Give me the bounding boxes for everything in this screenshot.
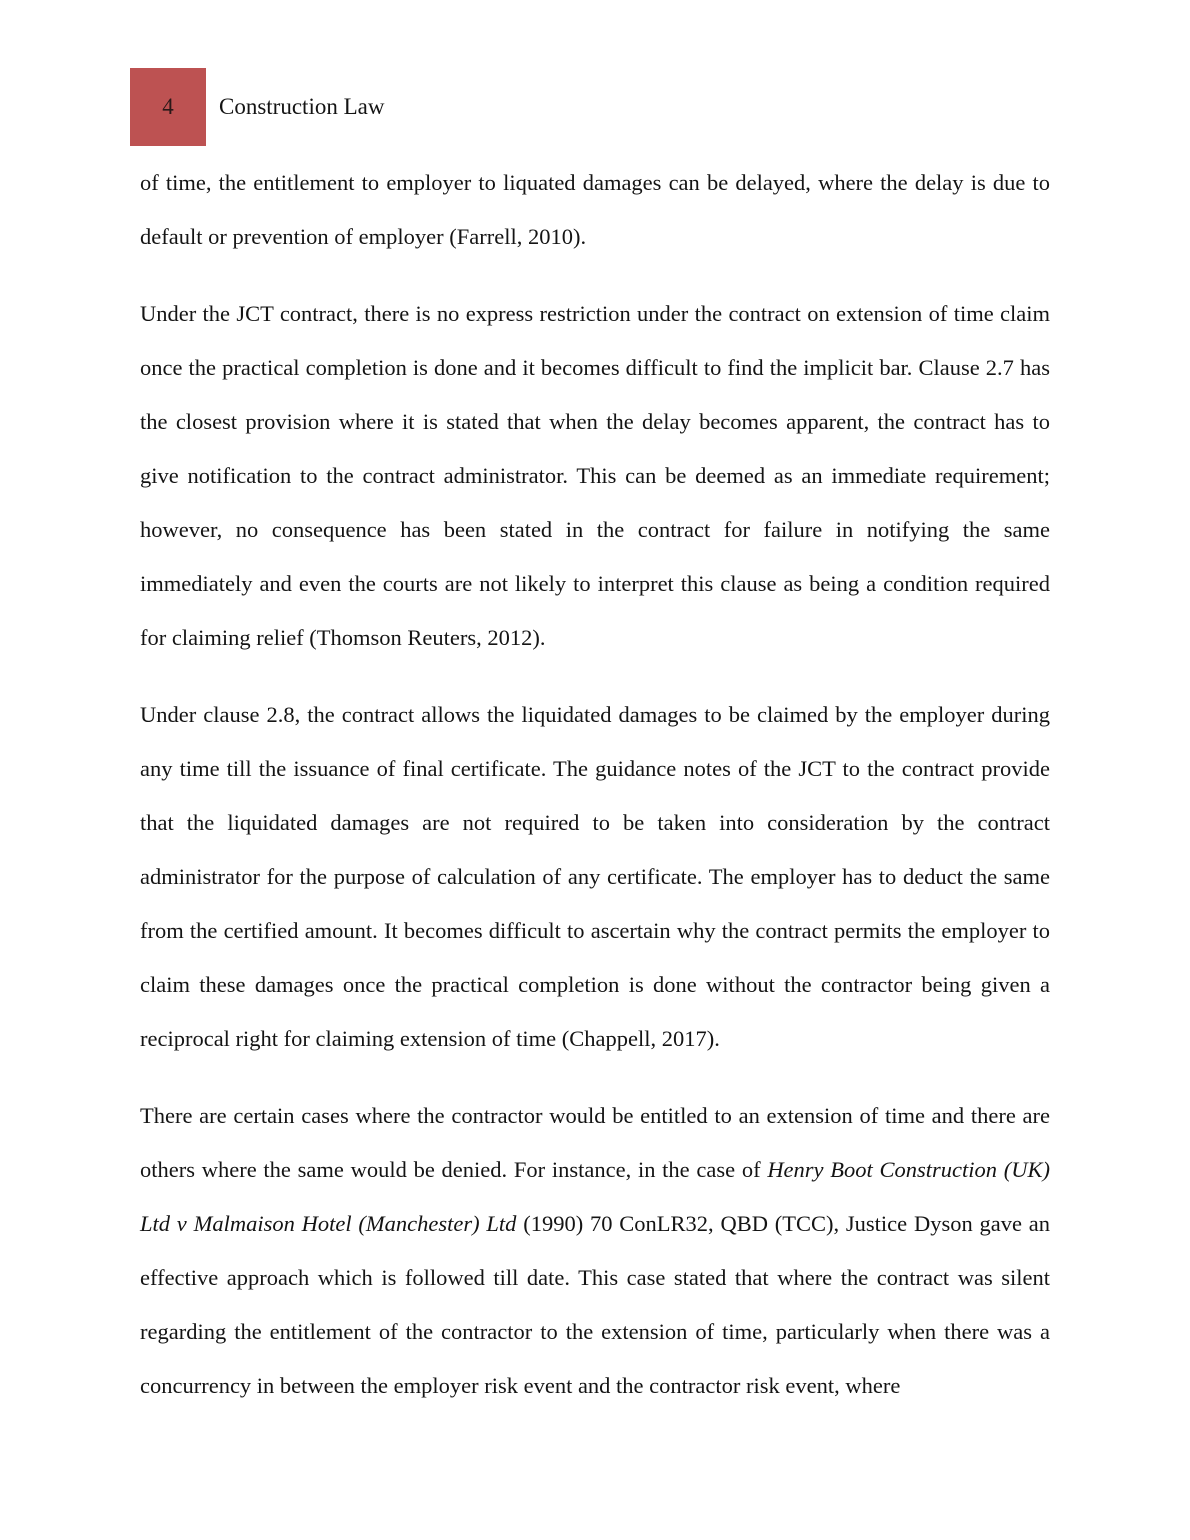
page-number: 4 <box>162 94 174 119</box>
header-title: Construction Law <box>219 94 385 119</box>
paragraph-4 <box>140 1089 1050 1413</box>
paragraph-2: Under the JCT contract, there is no express restriction under the contract on extension of time claim once the practical completion is done and it becomes difficult to find the implicit bar. Clause 2.7 has the closest provision where it is stated that when the delay becomes apparent, the contract has to give notification to the contract administrator. This can be deemed as an immediate requirement; however, no consequence has been stated in the contract for failure in notifying the same immediately and even the courts are not likely to interpret this clause as being a condition required for claiming relief (Thomson Reuters, 2012). <box>140 301 1050 650</box>
page-number-badge <box>130 68 206 146</box>
page-header <box>130 68 384 146</box>
case-citation: Henry Boot Construction (UK) Ltd v Malmaison Hotel (Manchester) Ltd <box>140 1157 1050 1236</box>
paragraph-3: Under clause 2.8, the contract allows the liquidated damages to be claimed by the employer during any time till the issuance of final certificate. The guidance notes of the JCT to the contract provide that the liquidated damages are not required to be taken into consideration by the contract administrator for the purpose of calculation of any certificate. The employer has to deduct the same from the certified amount. It becomes difficult to ascertain why the contract permits the employer to claim these damages once the practical completion is done without the contractor being given a reciprocal right for claiming extension of time (Chappell, 2017). <box>140 702 1050 1051</box>
document-body <box>140 156 1050 1436</box>
paragraph-1: of time, the entitlement to employer to liquated damages can be delayed, where the delay is due to default or prevention of employer (Farrell, 2010). <box>140 170 1050 249</box>
paragraph-4-text: There are certain cases where the contractor would be entitled to an extension of time and there are others where the same would be denied. For instance, in the case of <box>140 1103 1050 1182</box>
paragraph-4-continuation: (1990) 70 ConLR32, QBD (TCC), Justice Dyson gave an effective approach which is followed till date. This case stated that where the contract was silent regarding the entitlement of the contractor to the extension of time, particularly when there was a concurrency in between the employer risk event and the contractor risk event, where <box>140 1211 1050 1398</box>
